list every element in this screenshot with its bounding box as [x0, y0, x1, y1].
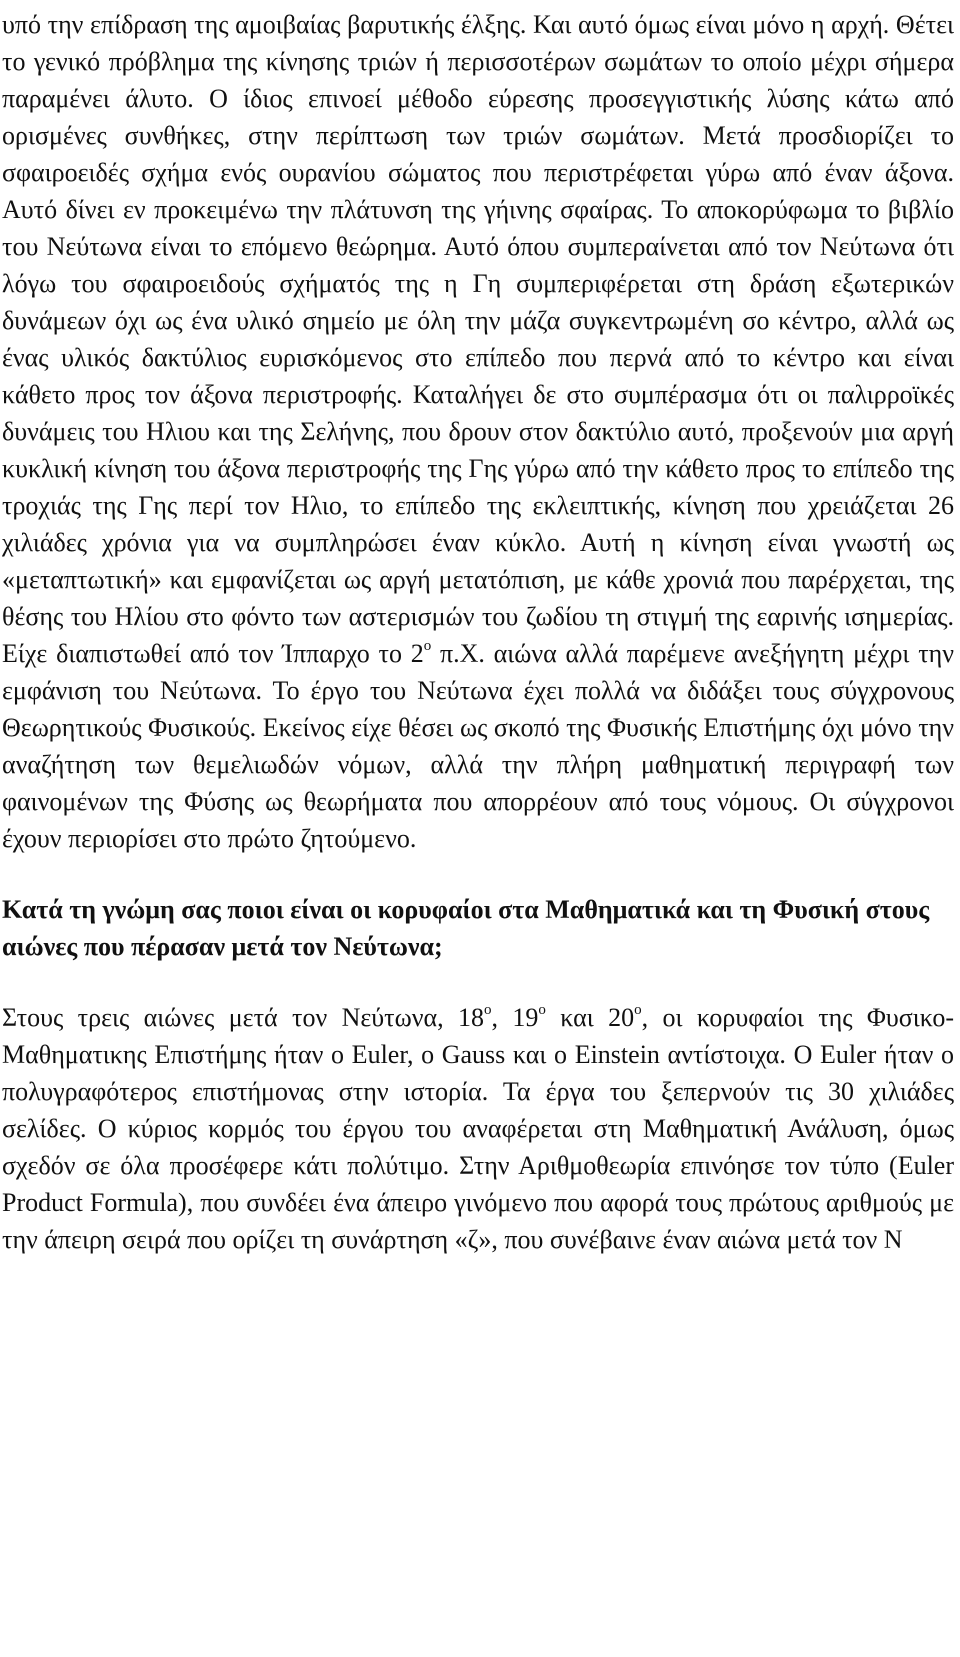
superscript-ordinal: ο	[423, 638, 432, 655]
text-run: π.Χ. αιώνα αλλά παρέμενε ανεξήγητη μέχρι την εμφάνιση του Νεύτωνα. Το έργο του Νεύτωνα έχει πολλά να διδάξει τους σύγχρονους Θεωρητικούς Φυσικούς. Εκείνος είχε θέσει ως σκοπό της Φυσικής Επιστήμης όχι μόνο την αναζήτηση των θεμελιωδών νόμων, αλλά την πλήρη μαθηματική περιγραφή των φαινομένων της Φύσης ως θεωρήματα που απορρέουν από τους νόμους. Οι σύγχρονοι έχουν περιορίσει στο πρώτο ζητούμενο.	[2, 639, 954, 853]
text-run: , οι κορυφαίοι της Φυσικο-Μαθηματικης Επιστήμης ήταν ο Euler, ο Gauss και ο Einstein αντίστοιχα. Ο Euler ήταν ο πολυγραφότερος επιστήμονας στην ιστορία. Τα έργα του ξεπερνούν τις 30 χιλιάδες σελίδες. Ο κύριος κορμός του έργου του αναφέρεται στη Μαθηματική Ανάλυση, όμως σχεδόν σε όλα προσέφερε κάτι πολύτιμο. Στην Αριθμοθεωρία επινόησε τον τύπο (Euler Product Formula), που συνδέει ένα άπειρο γινόμενο που αφορά τους πρώτους αριθμούς με την άπειρη σειρά που ορίζει τη συνάρτηση «ζ», που συνέβαινε έναν αιώνα μετά τον Ν	[2, 1003, 954, 1254]
question-heading: Κατά τη γνώμη σας ποιοι είναι οι κορυφαίοι στα Μαθηματικά και τη Φυσική στους αιώνες που πέρασαν μετά τον Νεύτωνα;	[2, 895, 930, 961]
text-run: υπό την επίδραση της αμοιβαίας βαρυτικής έλξης. Και αυτό όμως είναι μόνο η αρχή. Θέτει το γενικό πρόβλημα της κίνησης τριών ή περισσοτέρων σωμάτων το οποίο μέχρι σήμερα παραμένει άλυτο. Ο ίδιος επινοεί μέθοδο εύρεσης προσεγγιστικής λύσης κάτω από ορισμένες συνθήκες, στην περίπτωση των τριών σωμάτων. Μετά προσδιορίζει το σφαιροειδές σχήμα ενός ουρανίου σώματος που περιστρέφεται γύρω από έναν άξονα. Αυτό δίνει εν προκειμένω την πλάτυνση της γήινης σφαίρας. Το αποκορύφωμα το βιβλίο του Νεύτωνα είναι το επόμενο θεώρημα. Αυτό όπου συμπεραίνεται από τον Νεύτωνα ότι λόγω του σφαιροειδούς σχήματός της η Γη συμπεριφέρεται στη δράση εξωτερικών δυνάμεων όχι ως ένα υλικό σημείο με όλη την μάζα συγκεντρωμένη σο κέντρο, αλλά ως ένας υλικός δακτύλιος ευρισκόμενος στο επίπεδο που περνά από το κέντρο και είναι κάθετο προς τον άξονα περιστροφής. Καταλήγει δε στο συμπέρασμα ότι οι παλιρροϊκές δυνάμεις του Ηλιου και της Σελήνης, που δρουν στον δακτύλιο αυτό, προξενούν μια αργή κυκλική κίνηση του άξονα περιστροφής της Γης γύρω από την κάθετο προς το επίπεδο της τροχιάς της Γης περί τον Ηλιο, το επίπεδο της εκλειπτικής, κίνηση που χρειάζεται 26 χιλιάδες χρόνια για να συμπληρώσει έναν κύκλο. Αυτή η κίνηση είναι γνωστή ως «μεταπτωτική» και εμφανίζεται ως αργή μετατόπιση, με κάθε χρονιά που παρέρχεται, της θέσης του Ηλίου στο φόντο των αστερισμών του ζωδίου τη στιγμή της εαρινής ισημερίας. Είχε διαπιστωθεί από τον Ίππαρχο το 2	[2, 10, 954, 668]
paragraph-spacer	[2, 857, 954, 891]
paragraph-euler-gauss-einstein	[2, 999, 954, 1258]
superscript-ordinal: ο	[538, 1002, 546, 1019]
text-run: , 19	[491, 1003, 539, 1032]
text-run: Στους τρεις αιώνες μετά τον Νεύτωνα, 18	[2, 1003, 484, 1032]
text-run: και 20	[545, 1003, 635, 1032]
superscript-ordinal: ο	[483, 1002, 492, 1019]
superscript-ordinal: ο	[634, 1002, 642, 1019]
paragraph-spacer	[2, 965, 954, 999]
paragraph-newton-precession	[2, 6, 954, 857]
